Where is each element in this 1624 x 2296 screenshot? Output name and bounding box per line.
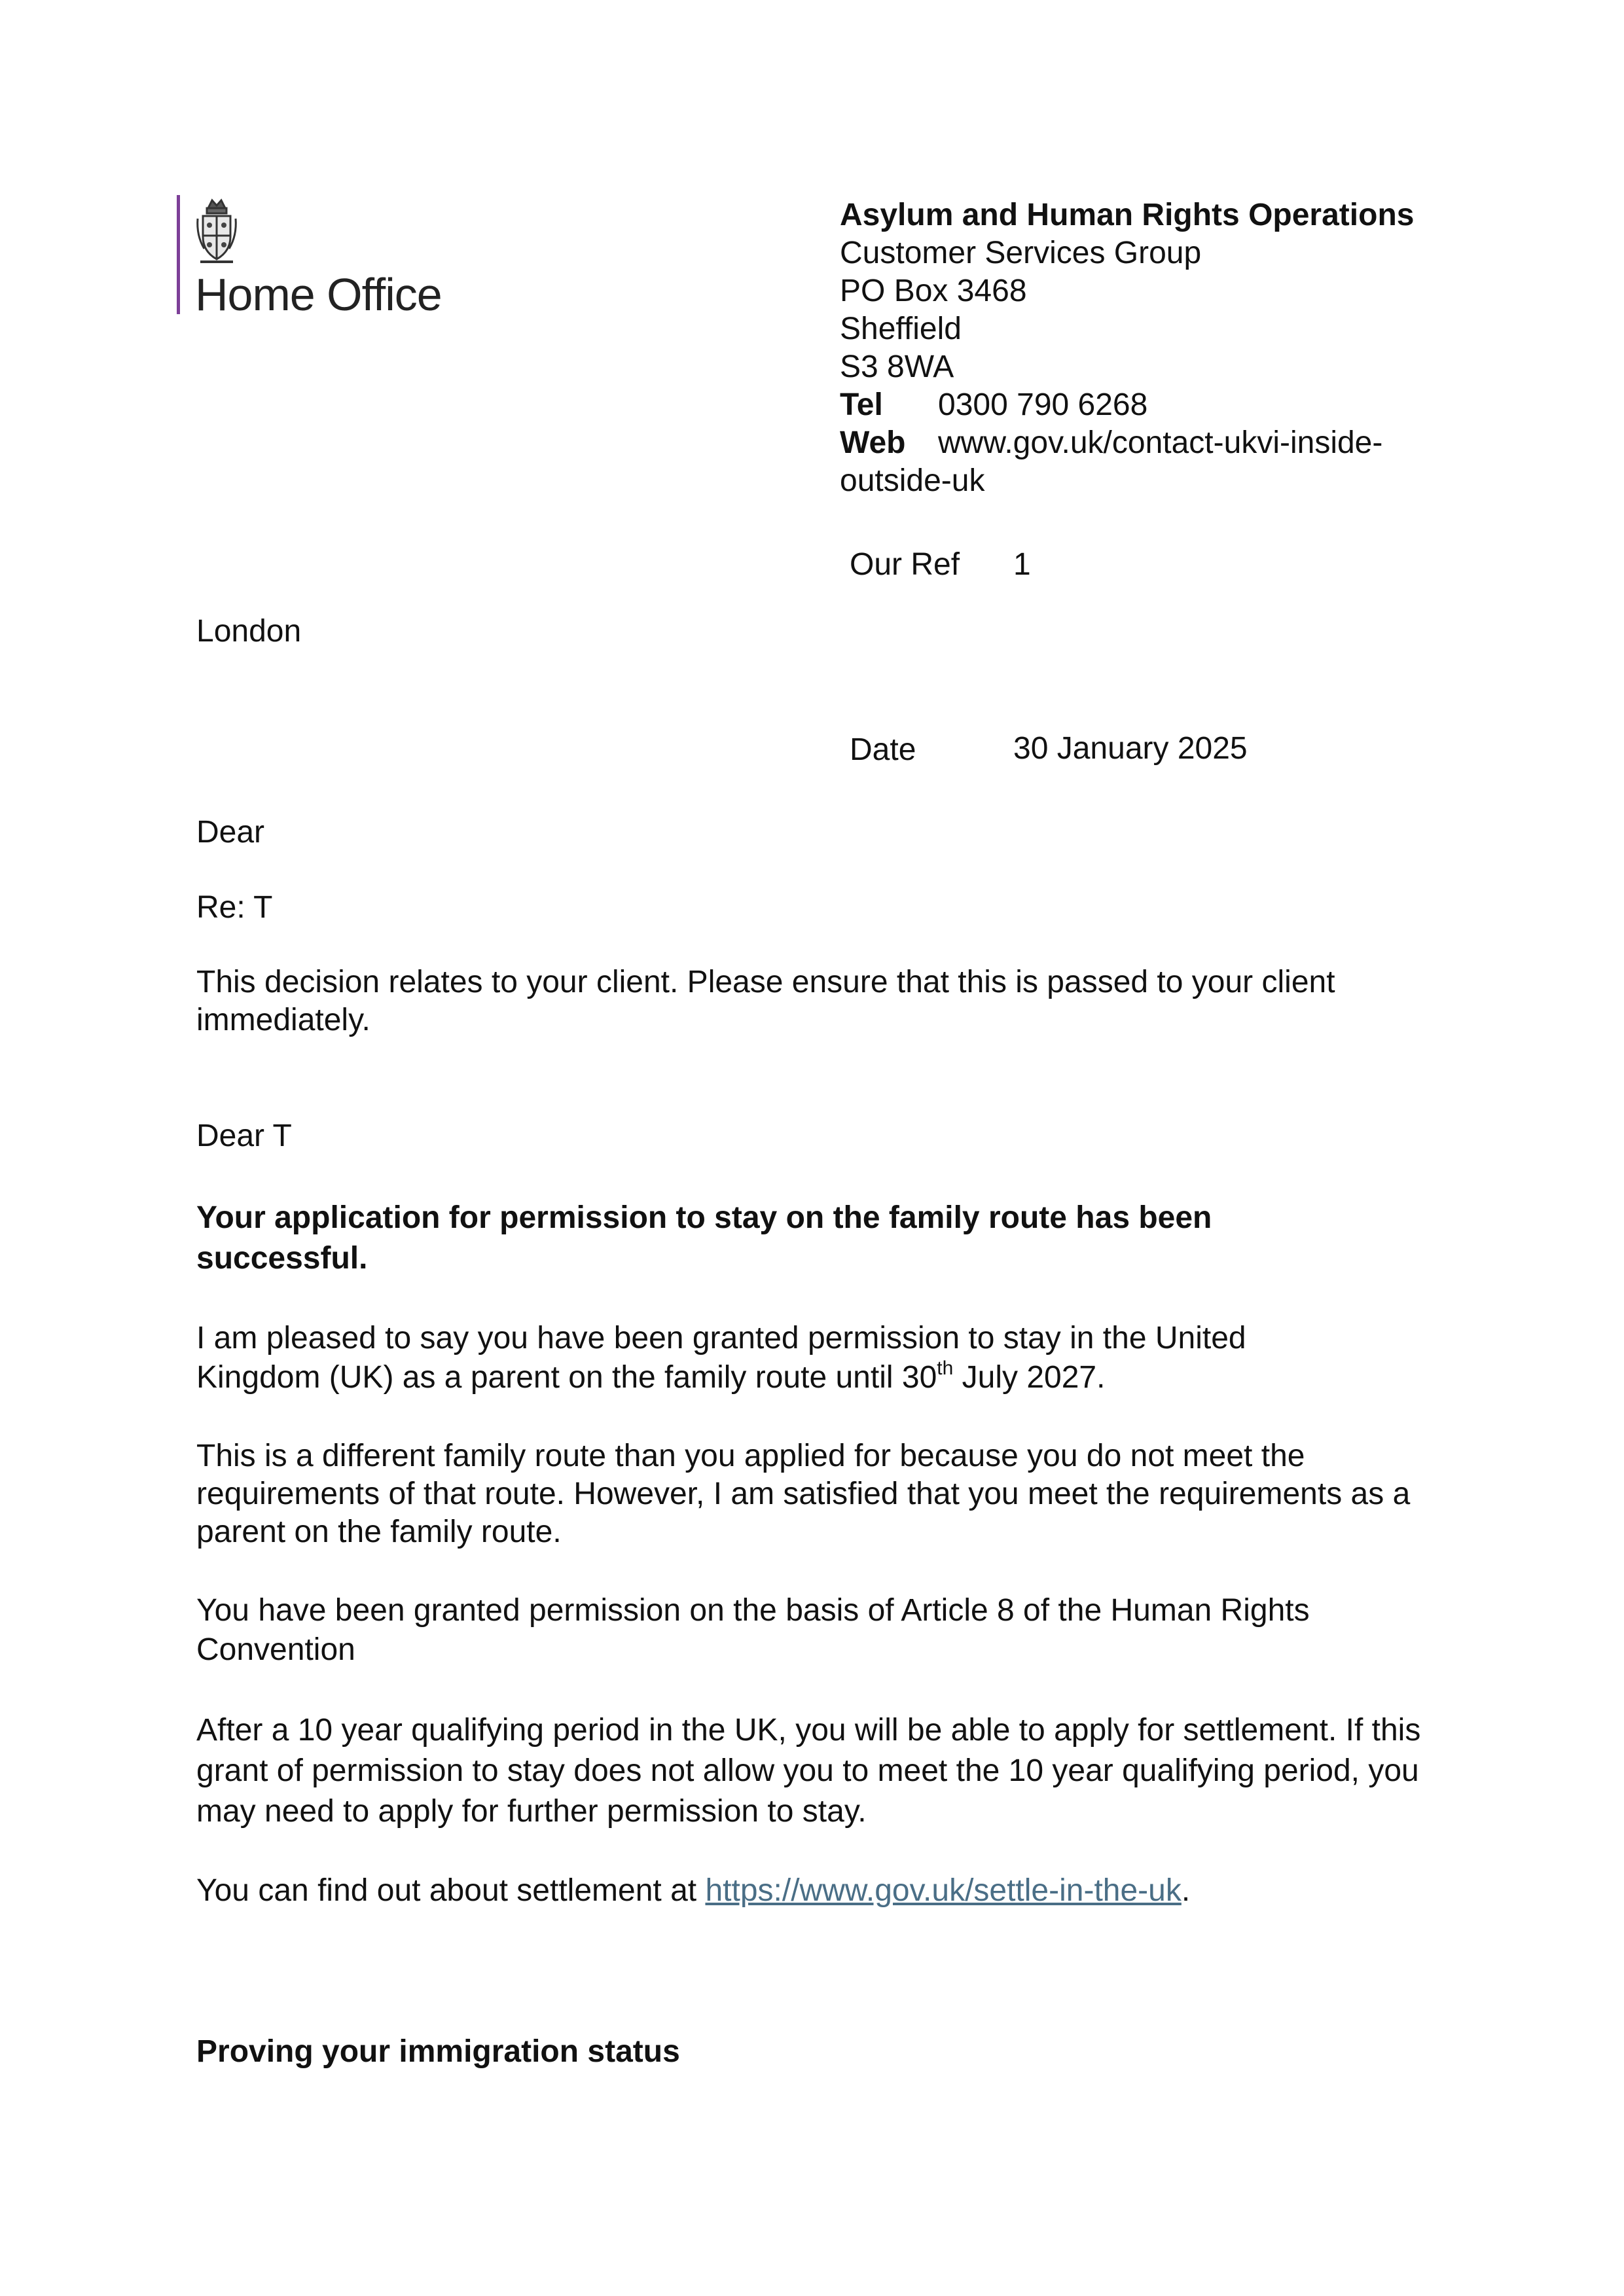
sender-name: Asylum and Human Rights Operations: [840, 198, 1415, 232]
grant-paragraph: [196, 1319, 1335, 1397]
telephone-label: Tel: [840, 387, 883, 422]
date-value: 30 January 2025: [1013, 731, 1248, 766]
settlement-link[interactable]: https://www.gov.uk/settle-in-the-uk: [705, 1873, 1182, 1908]
recipient-city: London: [196, 614, 302, 649]
settlement-info-paragraph: [196, 1872, 1190, 1910]
sender-address-block: [840, 196, 1414, 500]
grant-text-end: July 2027.: [953, 1360, 1106, 1395]
web-row: [840, 424, 1414, 462]
telephone-number: 0300 790 6268: [938, 387, 1148, 422]
re-line: Re: T: [196, 890, 273, 925]
different-route-paragraph: This is a different family route than you applied for because you do not meet the requirements of that route. However, I am satisfied that you meet the requirements as a parent on the family route.: [196, 1439, 1411, 1549]
telephone-row: [840, 386, 1414, 424]
article8-paragraph: You have been granted permission on the basis of Article 8 of the Human Rights Convention: [196, 1593, 1310, 1667]
settlement-info-end: .: [1181, 1873, 1191, 1908]
reference-label: Our Ref: [850, 547, 960, 582]
address-line: PO Box 3468: [840, 274, 1027, 308]
intro-paragraph: This decision relates to your client. Please ensure that this is passed to your client immediately.: [196, 965, 1335, 1037]
department-name: Home Office: [195, 269, 442, 320]
web-address: www.gov.uk/contact-ukvi-inside-: [938, 425, 1383, 460]
royal-crest-icon: [195, 196, 238, 270]
web-label: Web: [840, 425, 906, 460]
address-line: Customer Services Group: [840, 236, 1202, 270]
section-heading-immigration-status: Proving your immigration status: [196, 2034, 680, 2069]
settlement-info-text: You can find out about settlement at: [196, 1873, 706, 1908]
reference-value: 1: [1013, 547, 1031, 582]
grant-date-suffix: th: [937, 1357, 954, 1379]
settlement-paragraph: After a 10 year qualifying period in the UK, you will be able to apply for settlement. If this grant of permission to stay does not allow you to meet the 10 year qualifying period, you may need to apply for further permission to stay.: [196, 1713, 1421, 1829]
salutation-applicant: Dear T: [196, 1119, 292, 1153]
address-line: S3 8WA: [840, 350, 954, 384]
salutation-representative: Dear: [196, 815, 265, 850]
web-address-continued: outside-uk: [840, 463, 985, 498]
grant-text: I am pleased to say you have been granted permission to stay in the United Kingdom (UK) as a parent on the family route until 30: [196, 1321, 1246, 1395]
logo-accent-bar: [177, 195, 180, 314]
decision-headline: Your application for permission to stay on the family route has been successful.: [196, 1200, 1212, 1276]
address-line: Sheffield: [840, 312, 962, 346]
date-label: Date: [850, 732, 916, 767]
